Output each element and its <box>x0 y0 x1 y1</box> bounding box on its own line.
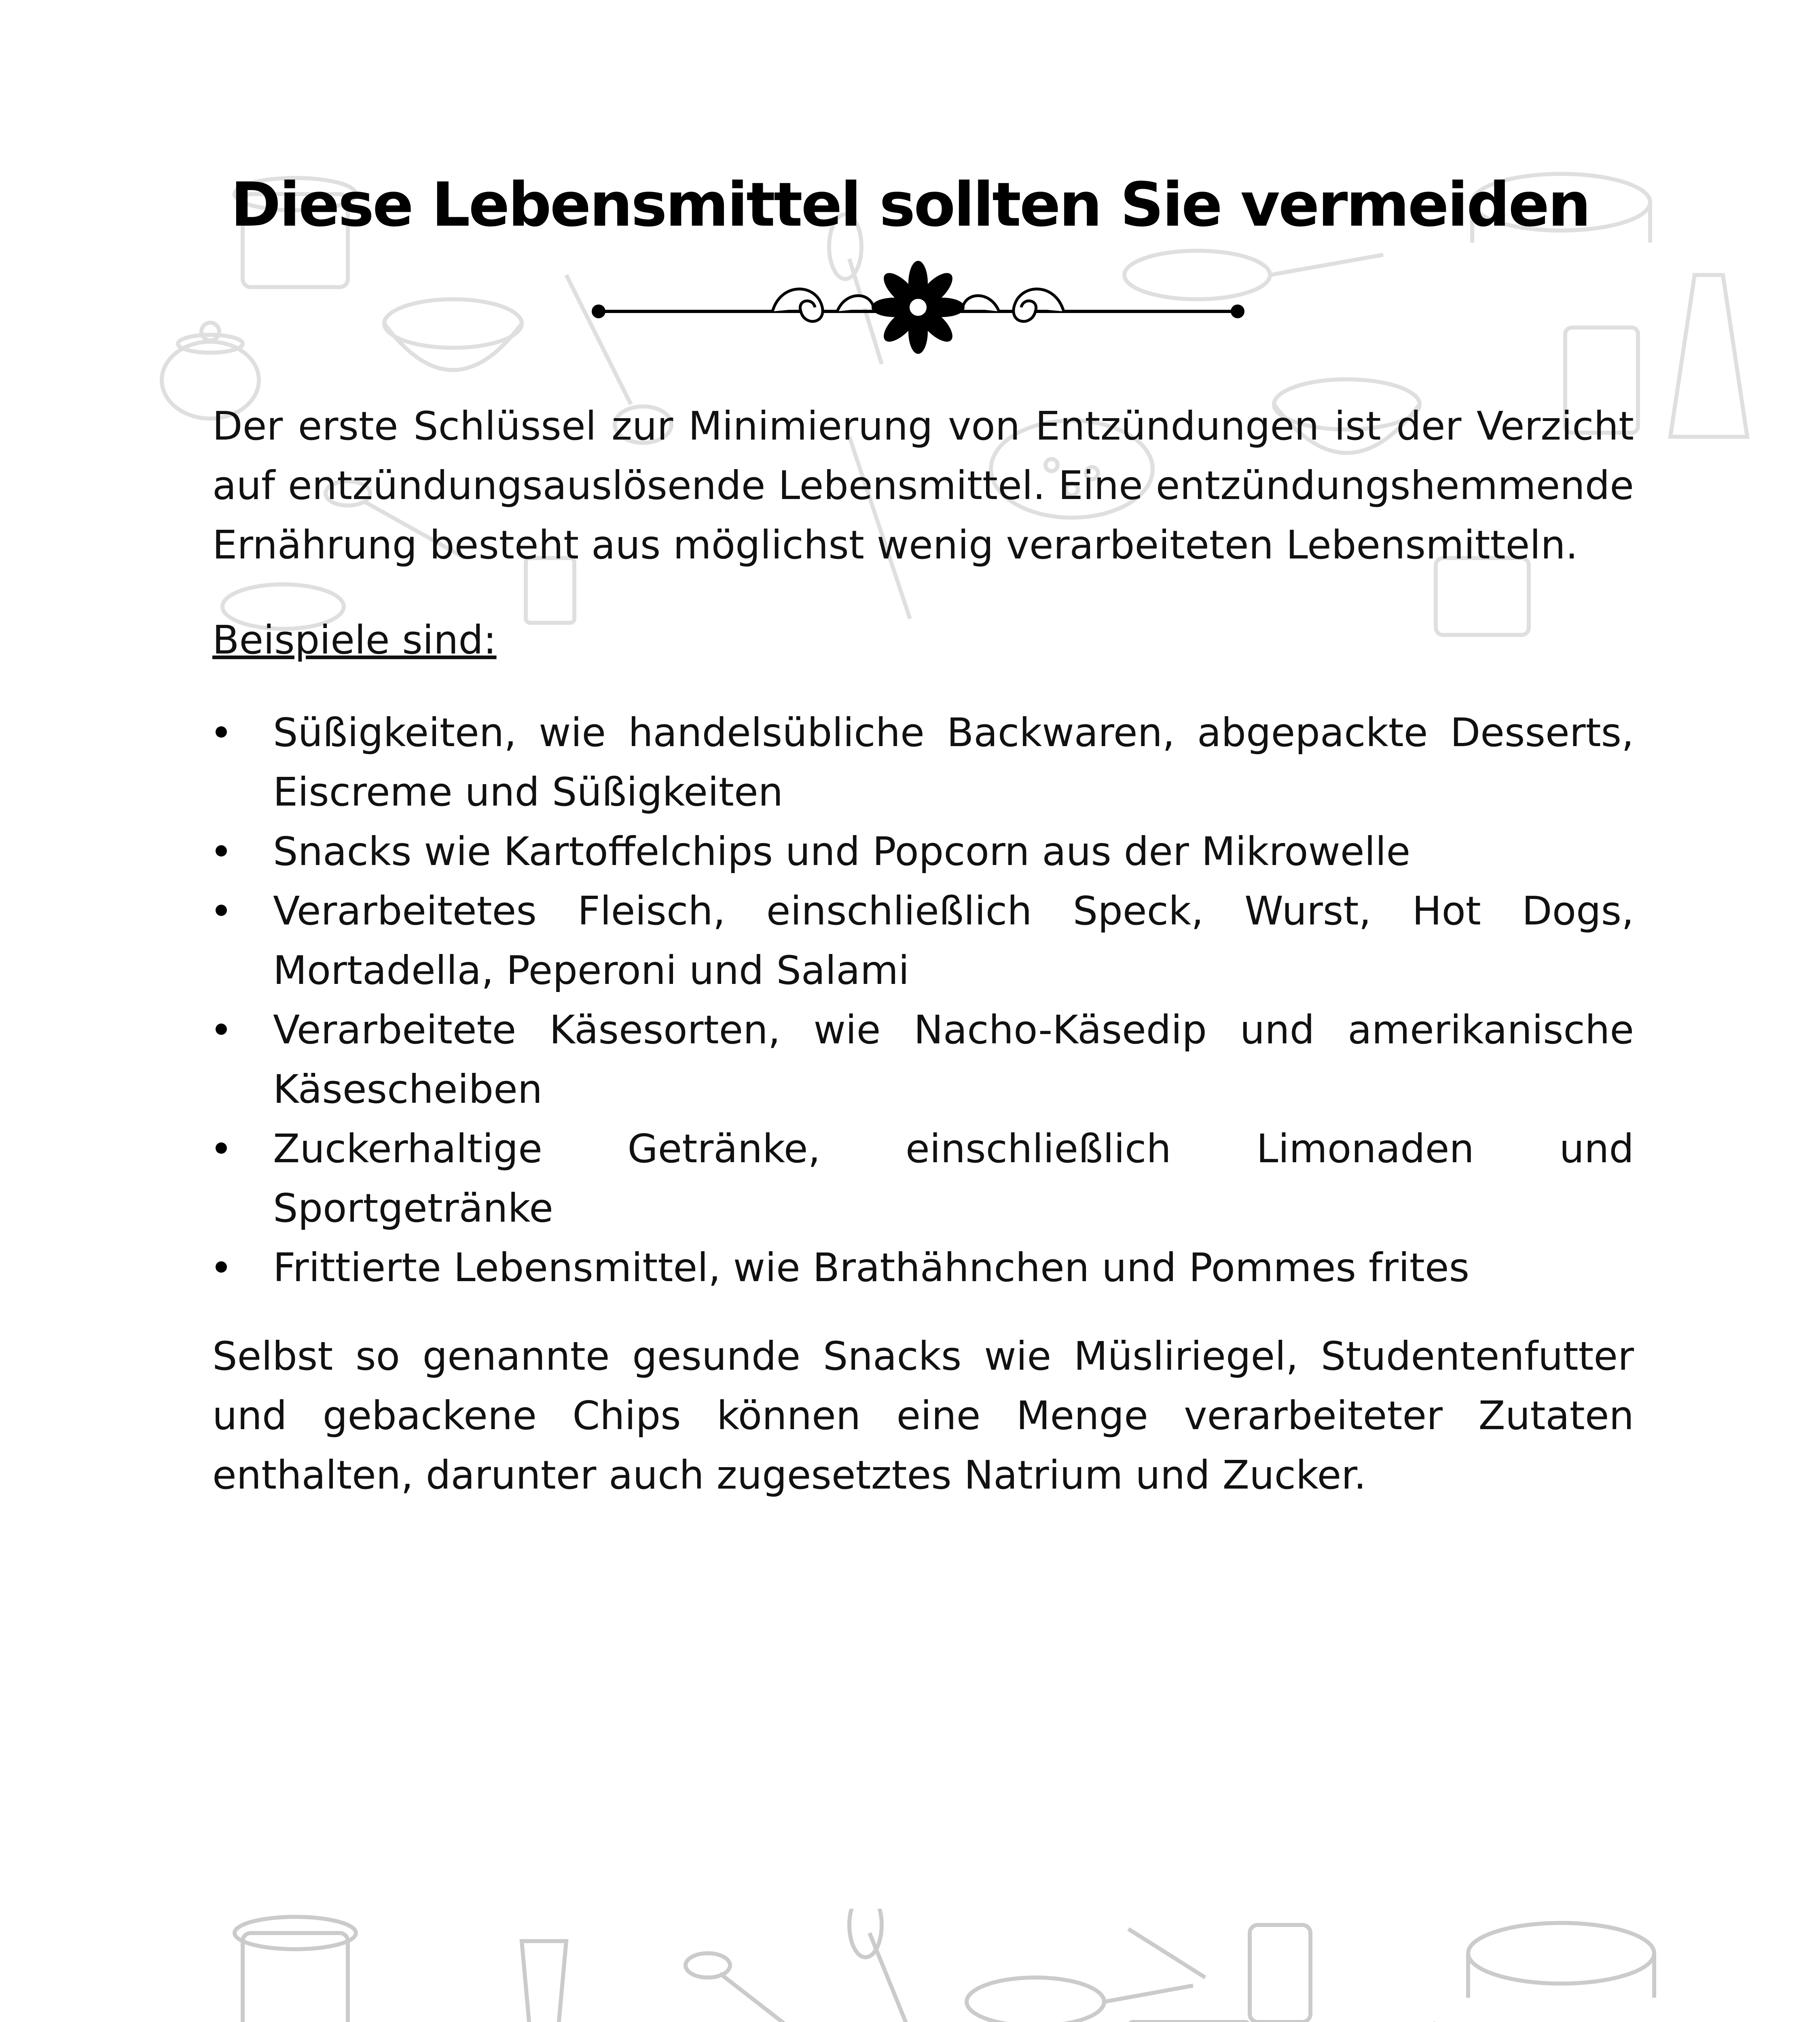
bullet-icon <box>216 726 227 738</box>
bullet-icon <box>216 1142 227 1154</box>
divider-end-dot-left <box>592 305 605 318</box>
ornamental-flower-divider <box>586 259 1250 356</box>
intro-paragraph: Der erste Schlüssel zur Minimierung von Entzündungen ist der Verzicht auf entzündungsauslösende Lebensmittel. Eine entzündungshemmende Ernährung besteht aus möglichst wenig verarbeiteten Lebensmitteln. <box>212 403 1634 568</box>
bullet-icon <box>216 845 227 857</box>
examples-list <box>212 703 1634 1297</box>
cake-tin-icon <box>1468 1923 1654 1998</box>
glass-icon <box>522 1941 566 2022</box>
bullet-icon <box>216 1024 227 1035</box>
bullet-icon <box>216 1261 227 1273</box>
flower-icon <box>872 261 965 354</box>
list-item: Frittierte Lebensmittel, wie Brathähnchen und Pommes frites <box>212 1238 1634 1297</box>
divider-end-dot-right <box>1231 305 1244 318</box>
whisk-icon <box>849 1909 922 2022</box>
jug-icon <box>1250 1925 1310 2022</box>
list-item: Zuckerhaltige Getränke, einschließlich Limonaden und Sportgetränke <box>212 1119 1634 1238</box>
bullet-icon <box>216 905 227 916</box>
pot-icon <box>235 1917 356 2022</box>
knife-icon <box>1128 1929 1205 1978</box>
list-item: Snacks wie Kartoffelchips und Popcorn aus der Mikrowelle <box>212 822 1634 881</box>
spoon-icon <box>686 1953 793 2022</box>
list-item: Verarbeitete Käsesorten, wie Nacho-Käsedip und amerikanische Käsescheiben <box>212 1000 1634 1119</box>
list-item: Verarbeitetes Fleisch, einschließlich Speck, Wurst, Hot Dogs, Mortadella, Peperoni und Salami <box>212 881 1634 1000</box>
grater-icon <box>1670 275 1747 437</box>
examples-heading: Beispiele sind: <box>212 617 497 663</box>
bowl-icon <box>384 299 522 370</box>
kitchen-sketch-background-bottom <box>0 1909 1820 2022</box>
list-item: Süßigkeiten, wie handelsübliche Backwaren, abgepackte Desserts, Eiscreme und Süßigkeiten <box>212 703 1634 822</box>
page-title: Diese Lebensmittel sollten Sie vermeiden <box>231 170 1589 240</box>
pan-icon <box>967 1978 1193 2022</box>
body-content <box>212 396 1634 1505</box>
closing-paragraph: Selbst so genannte gesunde Snacks wie Müsliriegel, Studentenfutter und gebackene Chips können eine Menge verarbeiteter Zutaten enthalten, darunter auch zugesetztes Natrium und Zucker. <box>212 1333 1634 1498</box>
